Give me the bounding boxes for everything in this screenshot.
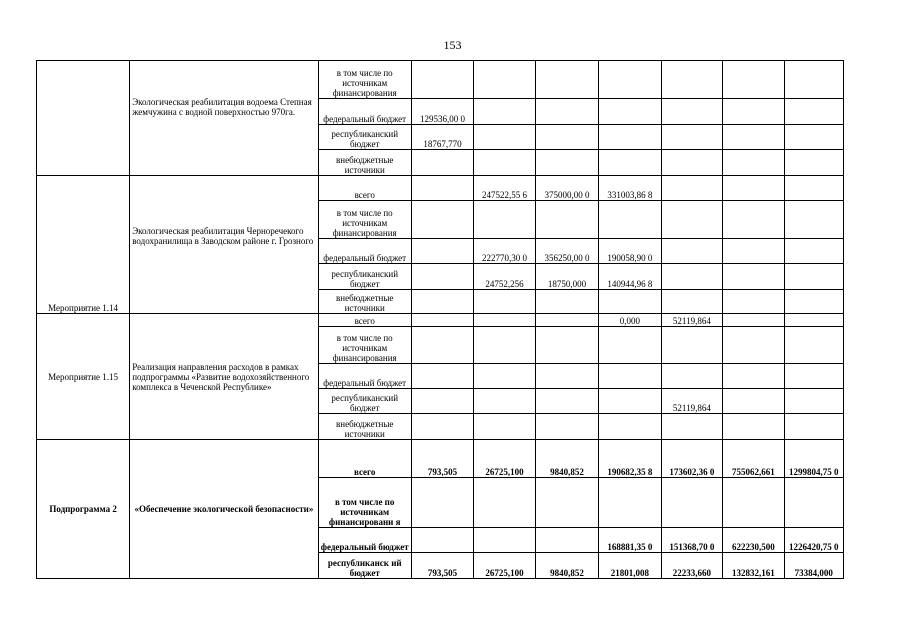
value-cell	[661, 239, 722, 264]
funding-source: в том числе по источникам финансировани я	[318, 478, 411, 528]
value-cell: 0,000	[599, 314, 661, 327]
value-cell	[474, 528, 535, 553]
funding-source: в том числе по источникам финансирования	[318, 327, 411, 364]
value-cell: 24752,256	[474, 264, 535, 290]
value-cell	[723, 150, 784, 176]
value-cell	[535, 414, 598, 440]
measure-name: Экологическая реабилитация Черноречекого водохранилища в Заводском районе г. Грозного	[130, 176, 318, 314]
value-cell: 1226420,75 0	[784, 528, 843, 553]
value-cell	[411, 389, 473, 414]
value-cell	[784, 150, 843, 176]
value-cell	[535, 150, 598, 176]
page-number: 153	[443, 38, 462, 52]
funding-source: внебюджетные источники	[318, 150, 411, 176]
value-cell: 22233,660	[661, 553, 722, 579]
value-cell	[535, 478, 598, 528]
value-cell	[474, 364, 535, 389]
value-cell	[599, 414, 661, 440]
funding-source: внебюджетные источники	[318, 414, 411, 440]
value-cell	[661, 125, 722, 150]
value-cell: 755062,661	[723, 440, 784, 478]
value-cell	[661, 150, 722, 176]
budget-table	[36, 60, 844, 579]
value-cell	[784, 314, 843, 327]
value-cell	[411, 528, 473, 553]
value-cell	[599, 61, 661, 99]
value-cell	[411, 239, 473, 264]
value-cell	[784, 327, 843, 364]
value-cell	[661, 201, 722, 239]
value-cell	[784, 290, 843, 314]
value-cell	[535, 201, 598, 239]
funding-source: федеральный бюджет	[318, 528, 411, 553]
value-cell: 18767,770	[411, 125, 473, 150]
value-cell	[535, 364, 598, 389]
funding-source: федеральный бюджет	[318, 364, 411, 389]
funding-source: всего	[318, 314, 411, 327]
value-cell	[723, 201, 784, 239]
funding-source: в том числе по источникам финансирования	[318, 201, 411, 239]
value-cell	[411, 150, 473, 176]
value-cell: 190058,90 0	[599, 239, 661, 264]
funding-source: республиканский бюджет	[318, 125, 411, 150]
value-cell	[474, 389, 535, 414]
value-cell: 247522,55 6	[474, 176, 535, 201]
value-cell	[474, 61, 535, 99]
funding-source: республиканский бюджет	[318, 389, 411, 414]
value-cell	[723, 290, 784, 314]
value-cell	[411, 176, 473, 201]
value-cell	[723, 364, 784, 389]
value-cell	[784, 264, 843, 290]
value-cell	[661, 478, 722, 528]
table-row	[37, 440, 844, 478]
value-cell	[474, 327, 535, 364]
value-cell	[535, 61, 598, 99]
value-cell	[599, 327, 661, 364]
value-cell: 52119,864	[661, 314, 722, 327]
value-cell: 1299804,75 0	[784, 440, 843, 478]
value-cell: 375000,00 0	[535, 176, 598, 201]
value-cell	[411, 201, 473, 239]
value-cell	[411, 364, 473, 389]
measure-name: «Обеспечение экологической безопасности»	[130, 440, 318, 579]
value-cell	[599, 364, 661, 389]
value-cell: 173602,36 0	[661, 440, 722, 478]
value-cell	[474, 314, 535, 327]
value-cell	[723, 314, 784, 327]
value-cell: 793,505	[411, 553, 473, 579]
value-cell	[474, 414, 535, 440]
value-cell	[784, 478, 843, 528]
value-cell: 222770,30 0	[474, 239, 535, 264]
value-cell	[661, 290, 722, 314]
value-cell	[411, 290, 473, 314]
value-cell	[411, 414, 473, 440]
value-cell	[784, 201, 843, 239]
value-cell	[599, 290, 661, 314]
value-cell	[599, 201, 661, 239]
value-cell	[411, 478, 473, 528]
value-cell: 52119,864	[661, 389, 722, 414]
value-cell	[661, 414, 722, 440]
funding-source: внебюджетные источники	[318, 290, 411, 314]
measure-label: Подпрограмма 2	[37, 440, 130, 579]
value-cell	[784, 99, 843, 125]
value-cell: 132832,161	[723, 553, 784, 579]
value-cell: 18750,000	[535, 264, 598, 290]
value-cell	[535, 528, 598, 553]
value-cell	[784, 61, 843, 99]
value-cell: 9840,852	[535, 553, 598, 579]
value-cell: 622230,500	[723, 528, 784, 553]
value-cell	[474, 99, 535, 125]
value-cell	[723, 389, 784, 414]
value-cell: 793,505	[411, 440, 473, 478]
value-cell: 331003,86 8	[599, 176, 661, 201]
measure-name: Реализация направления расходов в рамках подпрограммы «Развитие водохозяйственного комплекса в Чеченской Республике»	[130, 314, 318, 440]
value-cell	[784, 414, 843, 440]
value-cell	[535, 99, 598, 125]
value-cell	[411, 314, 473, 327]
value-cell	[474, 290, 535, 314]
value-cell: 21801,008	[599, 553, 661, 579]
value-cell	[723, 327, 784, 364]
value-cell: 26725,100	[474, 553, 535, 579]
measure-label: Мероприятие 1.15	[37, 314, 130, 440]
value-cell	[535, 314, 598, 327]
value-cell	[474, 125, 535, 150]
value-cell	[723, 414, 784, 440]
value-cell	[723, 264, 784, 290]
value-cell: 190682,35 8	[599, 440, 661, 478]
value-cell	[661, 61, 722, 99]
value-cell	[784, 364, 843, 389]
value-cell: 356250,00 0	[535, 239, 598, 264]
table-row	[37, 61, 844, 99]
funding-source: республиканск ий бюджет	[318, 553, 411, 579]
table-row	[37, 176, 844, 201]
value-cell	[661, 327, 722, 364]
value-cell	[599, 99, 661, 125]
value-cell	[723, 125, 784, 150]
measure-label	[37, 61, 130, 176]
value-cell	[661, 176, 722, 201]
funding-source: федеральный бюджет	[318, 239, 411, 264]
value-cell	[599, 478, 661, 528]
value-cell	[535, 290, 598, 314]
value-cell: 26725,100	[474, 440, 535, 478]
value-cell	[535, 125, 598, 150]
value-cell	[784, 389, 843, 414]
value-cell	[661, 364, 722, 389]
funding-source: всего	[318, 176, 411, 201]
value-cell	[661, 264, 722, 290]
value-cell: 9840,852	[535, 440, 598, 478]
measure-name: Экологическая реабилитация водоема Степная жемчужина с водной поверхностью 970га.	[130, 61, 318, 176]
value-cell	[599, 125, 661, 150]
value-cell	[474, 478, 535, 528]
value-cell: 73384,000	[784, 553, 843, 579]
value-cell	[411, 61, 473, 99]
funding-source: республиканский бюджет	[318, 264, 411, 290]
funding-source: всего	[318, 440, 411, 478]
value-cell	[784, 239, 843, 264]
value-cell	[723, 176, 784, 201]
value-cell	[784, 176, 843, 201]
value-cell: 151368,70 0	[661, 528, 722, 553]
value-cell	[784, 125, 843, 150]
value-cell	[723, 61, 784, 99]
value-cell: 168881,35 0	[599, 528, 661, 553]
value-cell	[474, 150, 535, 176]
measure-label: Мероприятие 1.14	[37, 176, 130, 314]
value-cell	[723, 99, 784, 125]
funding-source: в том числе по источникам финансирования	[318, 61, 411, 99]
value-cell	[411, 264, 473, 290]
value-cell	[599, 389, 661, 414]
value-cell	[723, 239, 784, 264]
value-cell	[535, 327, 598, 364]
funding-source: федеральный бюджет	[318, 99, 411, 125]
value-cell: 129536,00 0	[411, 99, 473, 125]
value-cell	[723, 478, 784, 528]
value-cell	[661, 99, 722, 125]
table-row	[37, 314, 844, 327]
value-cell	[474, 201, 535, 239]
value-cell	[535, 389, 598, 414]
value-cell	[411, 327, 473, 364]
value-cell: 140944,96 8	[599, 264, 661, 290]
value-cell	[599, 150, 661, 176]
